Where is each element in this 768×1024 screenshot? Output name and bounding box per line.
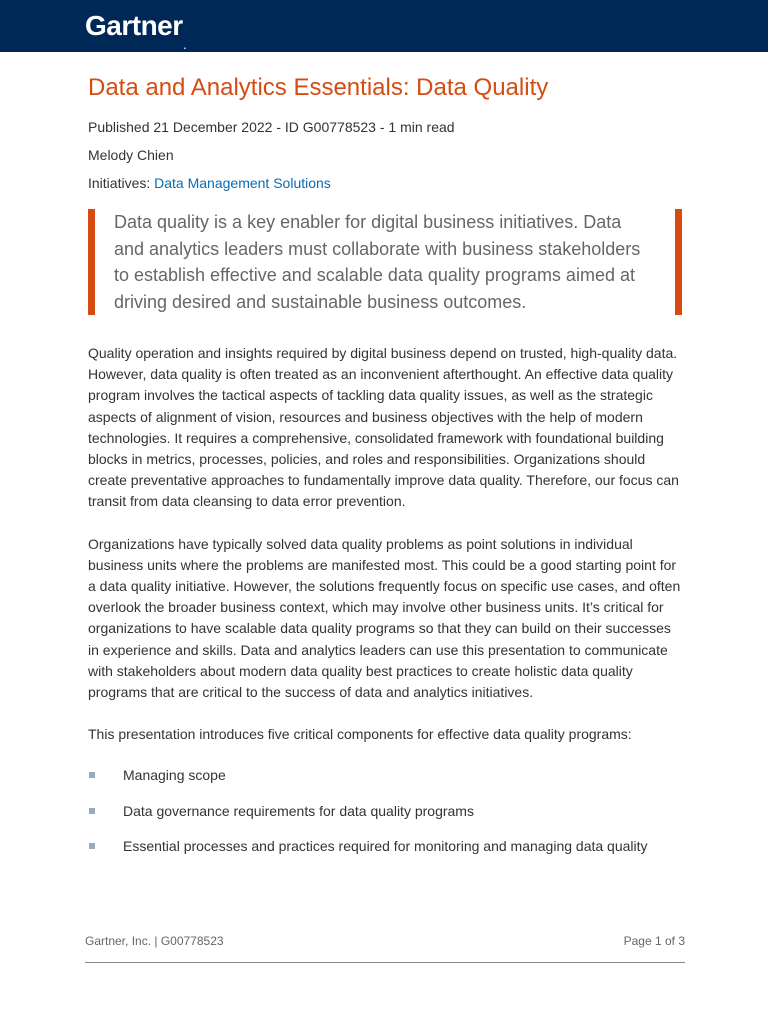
callout-right-bar	[675, 209, 682, 315]
list-item	[88, 836, 682, 857]
summary-callout	[88, 209, 682, 315]
footer-doc-id: Gartner, Inc. | G00778523	[85, 934, 224, 948]
logo-text: Gartner	[85, 10, 183, 41]
list-item-text: Managing scope	[123, 767, 226, 784]
paragraph: Organizations have typically solved data quality problems as point solutions in individual business units where the problems are manifested most. This could be a good starting point for a data quality initiative. However, the solutions frequently focus on specific use cases, and often overlook the broader business context, which may involve other business units. It’s critical for organizations to have scalable data quality programs so that they can build on their successes in experience and skills. Data and analytics leaders can use this presentation to communicate with stakeholders about modern data quality best practices to create holistic data quality programs that are critical to the success of data and analytics initiatives.	[88, 535, 681, 701]
list-item-text: Data governance requirements for data quality programs	[123, 802, 474, 819]
initiatives-line	[88, 173, 682, 193]
page-number: Page 1 of 3	[623, 934, 685, 948]
page-title: Data and Analytics Essentials: Data Quality	[88, 74, 549, 101]
author-name: Melody Chien	[88, 147, 174, 163]
callout-left-bar	[88, 209, 95, 315]
document-body	[88, 70, 682, 871]
initiatives-link[interactable]: Data Management Solutions	[154, 175, 331, 191]
list-item	[88, 801, 682, 822]
paragraph: This presentation introduces five critical components for effective data quality programs:	[88, 726, 632, 743]
list-item	[88, 765, 682, 786]
document-meta	[88, 117, 682, 193]
header-bar	[0, 0, 768, 52]
summary-text: Data quality is a key enabler for digital business initiatives. Data and analytics leaders must collaborate with business stakeholders to establish effective and scalable data quality programs aimed at driving desired and sustainable business outcomes.	[114, 212, 641, 312]
component-list	[88, 765, 682, 857]
square-bullet-icon	[89, 843, 95, 849]
initiatives-label: Initiatives:	[88, 175, 151, 191]
logo-mark: .	[183, 41, 186, 51]
list-item-text: Essential processes and practices required for monitoring and managing data quality	[123, 837, 648, 854]
square-bullet-icon	[89, 808, 95, 814]
gartner-logo[interactable]	[85, 8, 186, 51]
square-bullet-icon	[89, 772, 95, 778]
paragraph: Quality operation and insights required by digital business depend on trusted, high-quality data. However, data quality is often treated as an inconvenient afterthought. An effective data quality program involves the tactical aspects of tackling data quality issues, as well as the strategic aspects of alignment of vision, resources and business objectives with the help of modern technologies. It requires a comprehensive, consolidated framework with foundational building blocks in metrics, processes, policies, and roles and responsibilities. Organizations should create preventative approaches to fundamentally improve data quality. Therefore, our focus can transit from data cleansing to data error prevention.	[88, 345, 679, 510]
published-line: Published 21 December 2022 - ID G00778523 - 1 min read	[88, 119, 455, 135]
footer-divider	[85, 962, 685, 963]
